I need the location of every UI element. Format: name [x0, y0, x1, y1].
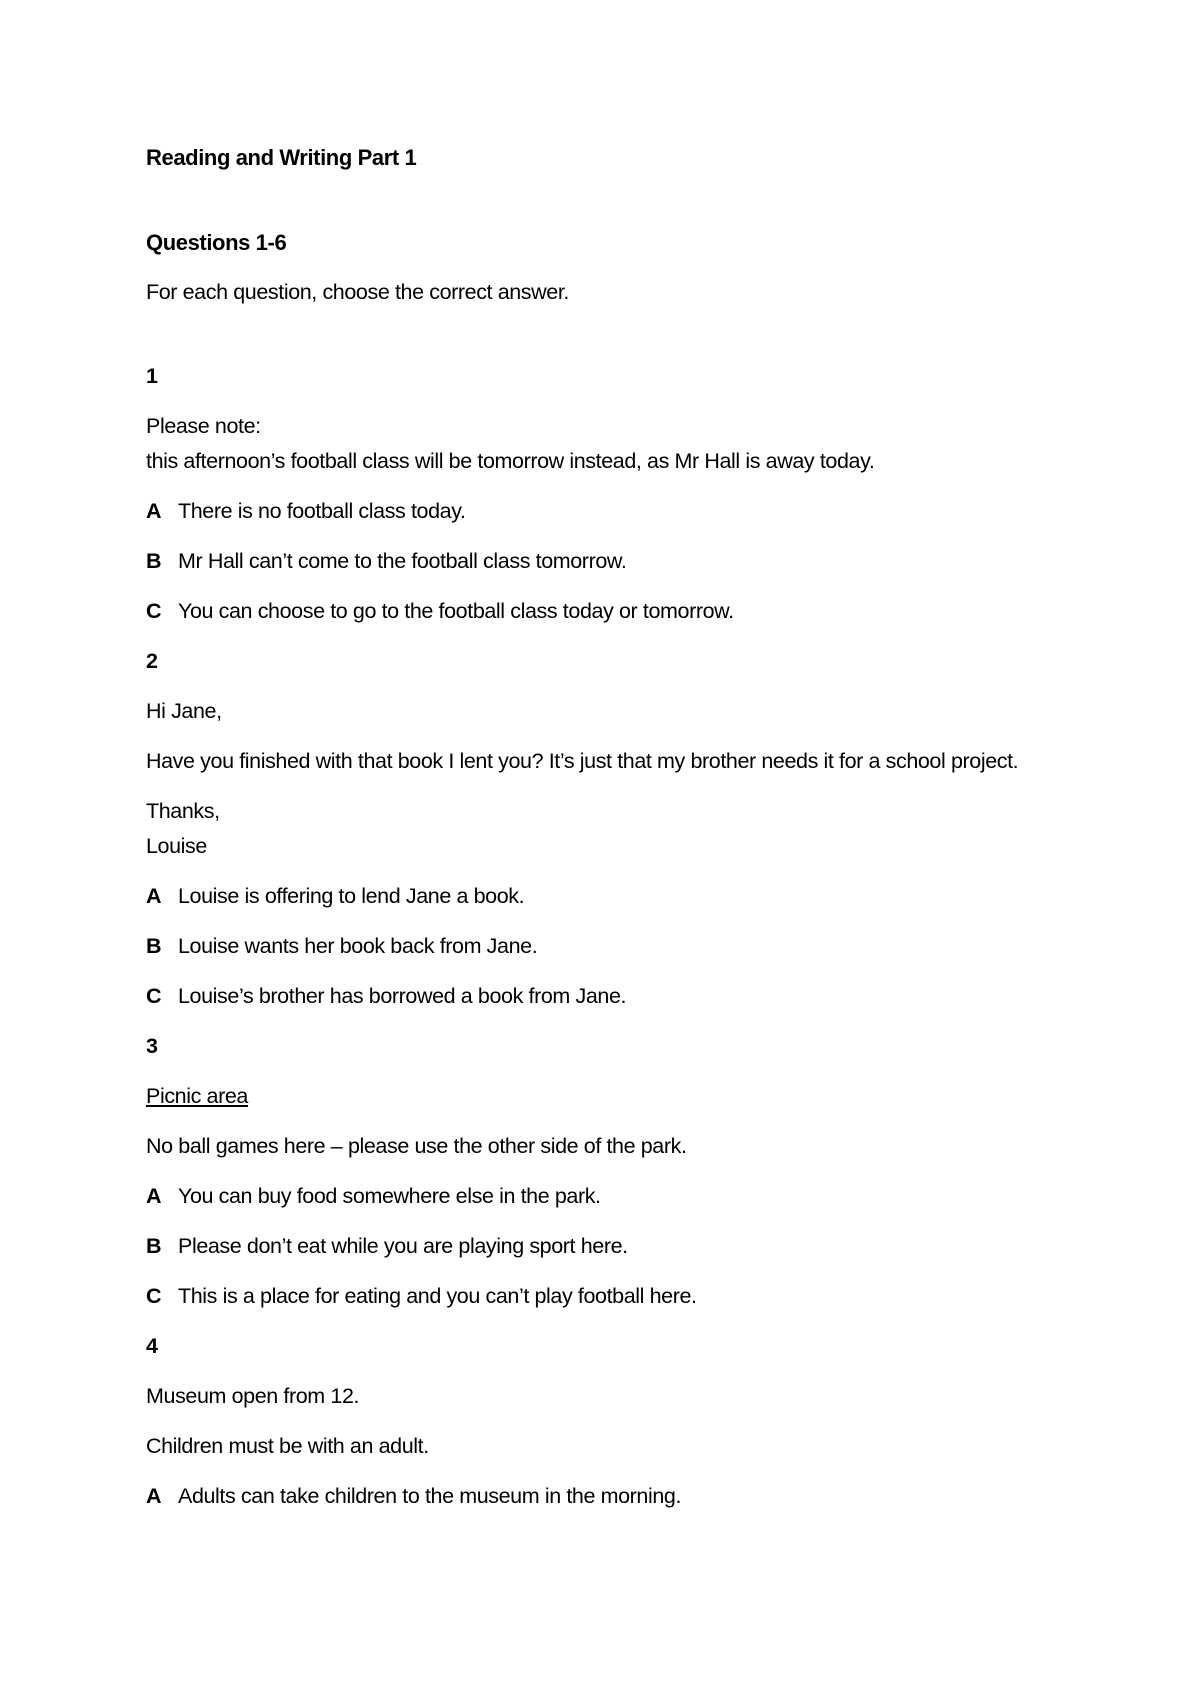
question-number: 2	[146, 649, 158, 673]
question-1	[146, 359, 1066, 629]
option-letter: A	[146, 499, 162, 523]
sign-body: No ball games here – please use the other side of the park.	[146, 1134, 687, 1158]
document-page	[146, 140, 1066, 1529]
option-text: There is no football class today.	[178, 499, 466, 523]
option-a[interactable]	[146, 1179, 1066, 1214]
option-c[interactable]	[146, 979, 1066, 1014]
option-letter: A	[146, 884, 162, 908]
option-text: You can choose to go to the football class today or tomorrow.	[178, 599, 734, 623]
option-letter: A	[146, 1184, 162, 1208]
letter-greeting: Hi Jane,	[146, 699, 222, 723]
letter-body: Have you finished with that book I lent you? It’s just that my brother needs it for a school project.	[146, 749, 1019, 773]
notice-line: Children must be with an adult.	[146, 1434, 429, 1458]
document-title: Reading and Writing Part 1	[146, 145, 417, 170]
option-text: You can buy food somewhere else in the park.	[178, 1184, 601, 1208]
option-b[interactable]	[146, 929, 1066, 964]
option-b[interactable]	[146, 1229, 1066, 1264]
signoff-line: Thanks,	[146, 799, 220, 823]
option-letter: B	[146, 549, 162, 573]
option-text: Adults can take children to the museum in the morning.	[178, 1484, 682, 1508]
question-text-line: Please note:	[146, 414, 261, 438]
option-b[interactable]	[146, 544, 1066, 579]
option-text: Louise is offering to lend Jane a book.	[178, 884, 525, 908]
option-letter: C	[146, 1284, 162, 1308]
question-text-line: this afternoon’s football class will be tomorrow instead, as Mr Hall is away today.	[146, 449, 875, 473]
option-text: Mr Hall can’t come to the football class tomorrow.	[178, 549, 627, 573]
question-number: 4	[146, 1334, 158, 1358]
option-a[interactable]	[146, 494, 1066, 529]
sign-heading: Picnic area	[146, 1084, 248, 1108]
option-letter: C	[146, 599, 162, 623]
question-4	[146, 1329, 1066, 1514]
signoff-line: Louise	[146, 834, 207, 858]
question-3	[146, 1029, 1066, 1314]
letter-signoff	[146, 794, 1066, 864]
option-text: Louise wants her book back from Jane.	[178, 934, 538, 958]
option-text: Louise’s brother has borrowed a book from Jane.	[178, 984, 627, 1008]
section-title: Questions 1-6	[146, 230, 287, 255]
option-text: This is a place for eating and you can’t play football here.	[178, 1284, 697, 1308]
option-text: Please don’t eat while you are playing sport here.	[178, 1234, 628, 1258]
instructions: For each question, choose the correct answer.	[146, 280, 569, 304]
question-text	[146, 409, 1066, 479]
question-2	[146, 644, 1066, 1014]
question-number: 1	[146, 364, 158, 388]
option-c[interactable]	[146, 594, 1066, 629]
option-a[interactable]	[146, 879, 1066, 914]
option-letter: C	[146, 984, 162, 1008]
option-c[interactable]	[146, 1279, 1066, 1314]
question-number: 3	[146, 1034, 158, 1058]
option-a[interactable]	[146, 1479, 1066, 1514]
notice-line: Museum open from 12.	[146, 1384, 360, 1408]
option-letter: A	[146, 1484, 162, 1508]
option-letter: B	[146, 934, 162, 958]
option-letter: B	[146, 1234, 162, 1258]
